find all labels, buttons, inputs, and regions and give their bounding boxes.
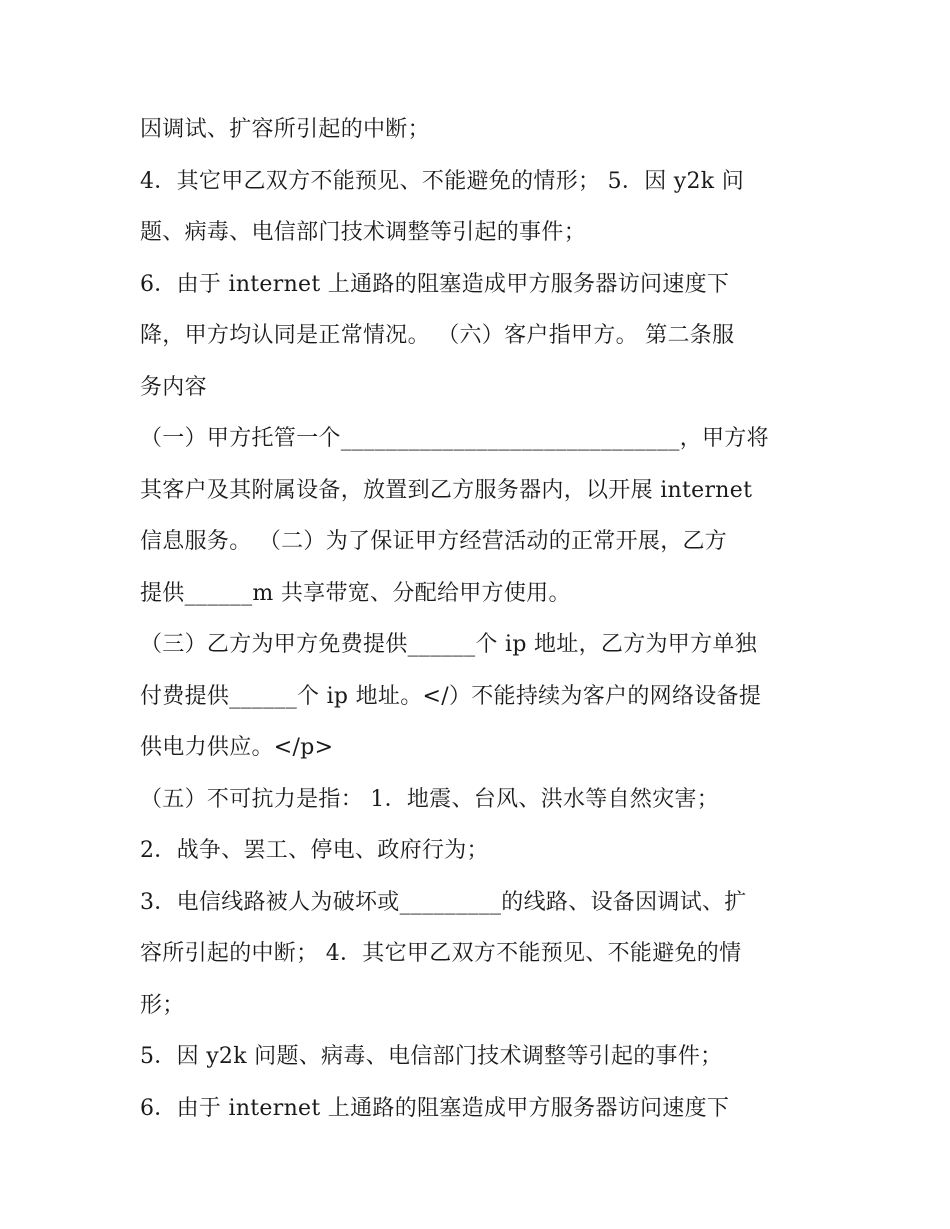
- text-line: 降，甲方均认同是正常情况。 （六）客户指甲方。 第二条服: [140, 323, 735, 348]
- text-line: 供电力供应。</p>: [140, 735, 334, 760]
- text-line: 4．其它甲乙双方不能预见、不能避免的情形； 5．因 y2k 问: [140, 168, 745, 194]
- text-line: 题、病毒、电信部门技术调整等引起的事件；: [140, 220, 587, 245]
- text-line: 3．电信线路被人为破坏或_________的线路、设备因调试、扩: [140, 889, 747, 915]
- text-line: （一）甲方托管一个______________________________，甲方将: [140, 426, 769, 451]
- text-line: （三）乙方为甲方免费提供______个 ip 地址，乙方为甲方单独: [140, 632, 758, 657]
- text-line: 信息服务。 （二）为了保证甲方经营活动的正常开展，乙方: [140, 529, 728, 554]
- text-line: 提供______m 共享带宽、分配给甲方使用。: [140, 580, 571, 606]
- text-line: 付费提供______个 ip 地址。</）不能持续为客户的网络设备提: [140, 683, 762, 709]
- document-body: [140, 104, 812, 1134]
- text-line: 其客户及其附属设备，放置到乙方服务器内，以开展 internet: [140, 477, 753, 503]
- text-line: 5．因 y2k 问题、病毒、电信部门技术调整等引起的事件；: [140, 1044, 723, 1069]
- text-line: 容所引起的中断； 4．其它甲乙双方不能预见、不能避免的情: [140, 941, 742, 966]
- text-line: （五）不可抗力是指： 1．地震、台风、洪水等自然灾害；: [140, 786, 720, 812]
- text-line: 务内容: [140, 374, 207, 400]
- text-line: 2．战争、罢工、停电、政府行为；: [140, 838, 489, 863]
- text-line: 6．由于 internet 上通路的阻塞造成甲方服务器访问速度下: [140, 271, 730, 297]
- text-line: 形；: [140, 992, 185, 1018]
- text-line: 6．由于 internet 上通路的阻塞造成甲方服务器访问速度下: [140, 1095, 730, 1121]
- text-line: 因调试、扩容所引起的中断；: [140, 117, 430, 142]
